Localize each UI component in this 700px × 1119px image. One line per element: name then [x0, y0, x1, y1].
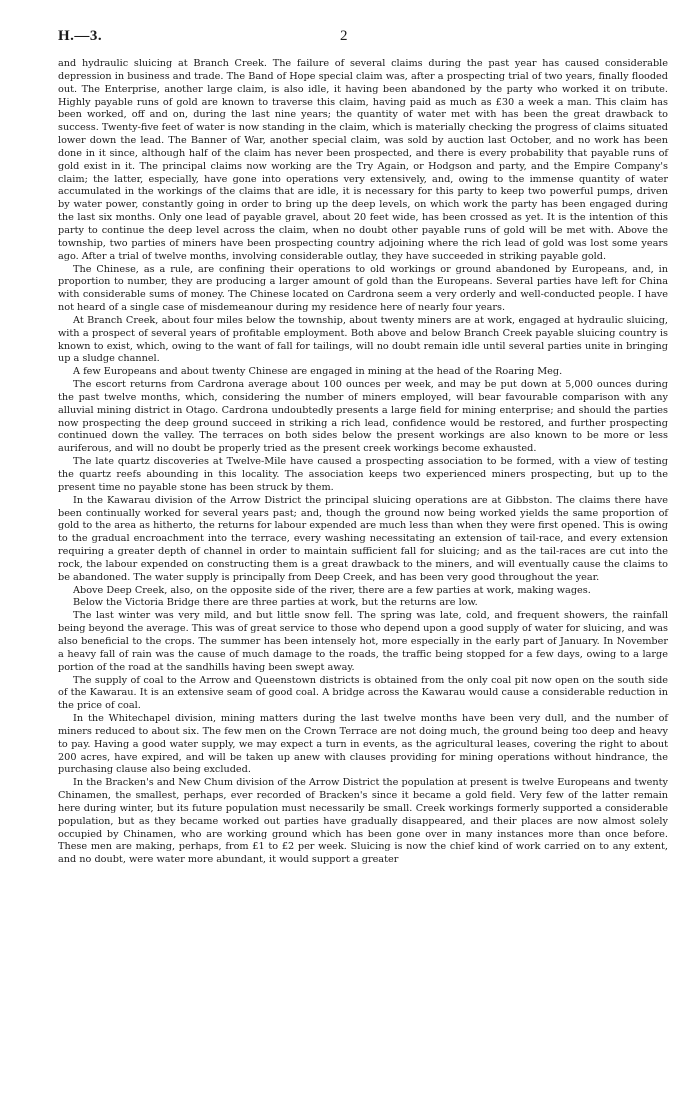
page-number: 2 [340, 28, 348, 44]
document-reference: H.—3. [58, 28, 103, 44]
paragraph: The Chinese, as a rule, are confining their operations to old workings or ground abandoned by Europeans, and, in proportion to number, they are producing a larger amount of gold than the Europeans. Several parties have left for China with considerable sums of money. The Chinese located on Cardrona seem a very orderly and well-conducted people. I have not heard of a single case of misdemeanour during my residence here of nearly four years. [58, 263, 668, 314]
paragraph: Above Deep Creek, also, on the opposite side of the river, there are a few parties at work, making wages. [73, 584, 591, 596]
paragraph: The late quartz discoveries at Twelve-Mile have caused a prospecting association to be formed, with a view of testing the quartz reefs abounding in this locality. The association keeps two experienced miners prospecting, but up to the present time no payable stone has been struck by them. [58, 456, 668, 493]
page-header [58, 28, 668, 58]
paragraph: Below the Victoria Bridge there are three parties at work, but the returns are low. [73, 597, 478, 609]
paragraph: A few Europeans and about twenty Chinese are engaged in mining at the head of the Roaring Meg. [73, 366, 563, 378]
paragraph: The last winter was very mild, and but little snow fell. The spring was late, cold, and frequent showers, the rainfall being beyond the average. This was of great service to those who depend upon a good supply of water for sluicing, and was also beneficial to the crops. The summer has been intensely hot, more especially in the early part of January. In November a heavy fall of rain was the cause of much damage to the roads, the traffic being stopped for a few days, owing to a large portion of the road at the sandhills having been swept away. [58, 610, 668, 673]
paragraph: In the Kawarau division of the Arrow District the principal sluicing operations are at Gibbston. The claims there have been continually worked for several years past; and, though the ground now being worked yields the same proportion of gold to the area as hitherto, the returns for labour expended are much less than when they were first opened. This is owing to the gradual encroachment into the terrace, every washing necessitating an extension of tail-race, and every extension requiring a greater depth of channel in order to maintain sufficient fall for sluicing; and as the tail-races are cut into the rock, the labour expended on constructing them is a great drawback to the miners, and will eventually cause the claims to be abandoned. The water supply is principally from Deep Creek, and has been very good throughout the year. [58, 494, 668, 583]
paragraph: and hydraulic sluicing at Branch Creek. The failure of several claims during the past year has caused considerable depression in business and trade. The Band of Hope special claim was, after a prospecting trial of two years, finally flooded out. The Enterprise, another large claim, is also idle, it having been abandoned by the party who worked it on tribute. Highly payable runs of gold are known to traverse this claim, having paid as much as £30 a week a man. This claim has been worked, off and on, during the last nine years; the quantity of water met with has been the great drawback to success. Twenty-five feet of water is now standing in the claim, which is materially checking the progress of claims situated lower down the lead. The Banner of War, another special claim, was sold by auction last October, and no work has been done in it since, although half of the claim has never been prospected, and there is every probability that payable runs of gold exist in it. The principal claims now working are the Try Again, or Hodgson and party, and the Empire Company's claim; the latter, especially, have gone into operations very extensively, and, owing to the immense quantity of water accumulated in the workings of the claims that are idle, it is necessary for this party to keep two powerful pumps, driven by water power, constantly going in order to bring up the deep levels, on which work the party has been engaged during the last six months. Only one lead of payable gravel, about 20 feet wide, has been crossed as yet. It is the intention of this party to continue the deep level across the claim, when no doubt other payable runs of gold will be met with. Above the township, two parties of miners have been prospecting country adjoining where the rich lead of gold was lost some years ago. After a trial of twelve months, involving considerable outlay, they have succeeded in striking payable gold. [58, 58, 668, 262]
paragraph: In the Bracken's and New Chum division of the Arrow District the population at present is twelve Europeans and twenty Chinamen, the smallest, perhaps, ever recorded of Bracken's since it became a gold field. Very few of the latter remain here during winter, but its future population must necessarily be small. Creek workings formerly supported a considerable population, but as they became worked out parties have gradually disappeared, and their places are now almost solely occupied by Chinamen, who are working ground which has been gone over in many instances more than once before. These men are making, perhaps, from £1 to £2 per week. Sluicing is now the chief kind of work carried on to any extent, and no doubt, were water more abundant, it would support a greater [58, 777, 668, 866]
paragraph: The escort returns from Cardrona average about 100 ounces per week, and may be put down at 5,000 ounces during the past twelve months, which, considering the number of miners employed, will bear favourable comparison with any alluvial mining district in Otago. Cardrona undoubtedly presents a large field for mining enterprise; and should the parties now prospecting the deep ground succeed in striking a rich lead, confidence would be restored, and further prospecting continued down the valley. The terraces on both sides below the present workings are also known to be more or less auriferous, and will no doubt be properly tried as the present creek workings become exhausted. [58, 379, 668, 455]
paragraph: In the Whitechapel division, mining matters during the last twelve months have been very dull, and the number of miners reduced to about six. The few men on the Crown Terrace are not doing much, the ground being too deep and heavy to pay. Having a good water supply, we may expect a turn in events, as the agricultural leases, covering the right to about 200 acres, have expired, and will be taken up anew with clauses providing for mining operations without hindrance, the purchasing clause also being excluded. [58, 713, 668, 776]
report-body [58, 58, 668, 867]
paragraph: At Branch Creek, about four miles below the township, about twenty miners are at work, engaged at hydraulic sluicing, with a prospect of several years of profitable employment. Both above and below Branch Creek payable sluicing country is known to exist, which, owing to the want of fall for tailings, will no doubt remain idle until several parties unite in bringing up a sludge channel. [58, 314, 668, 365]
paragraph: The supply of coal to the Arrow and Queenstown districts is obtained from the only coal pit now open on the south side of the Kawarau. It is an extensive seam of good coal. A bridge across the Kawarau would cause a considerable reduction in the price of coal. [58, 674, 668, 712]
